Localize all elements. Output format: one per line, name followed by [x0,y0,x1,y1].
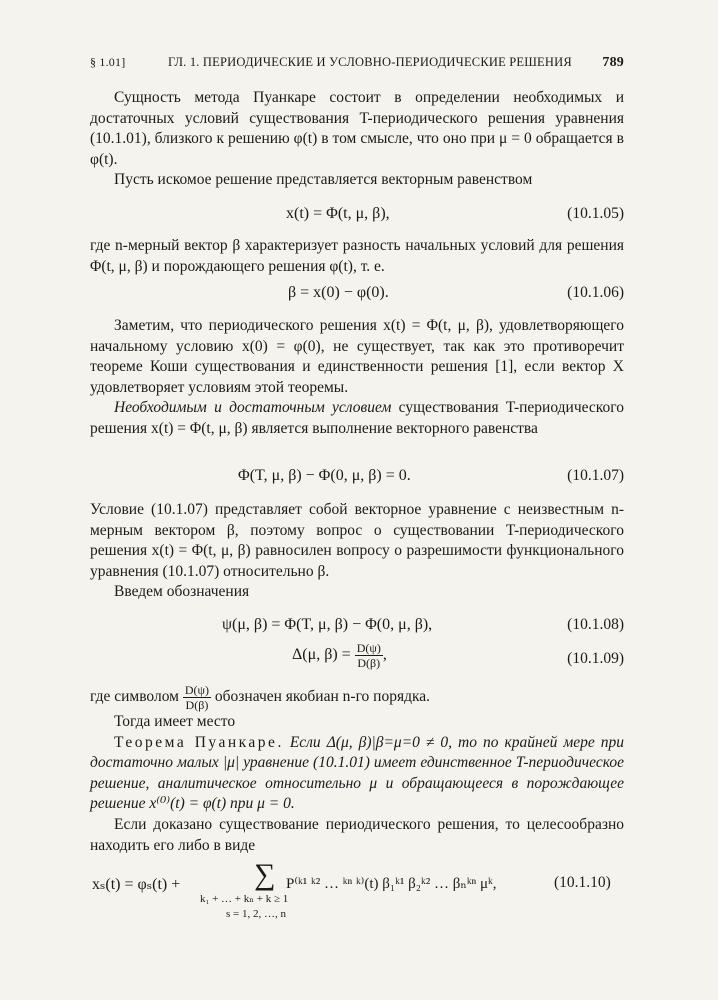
text-block-2 [90,236,624,277]
text-block-5 [90,682,624,856]
paragraph-7: Введем обозначения [114,583,250,601]
equation-number-10-1-08: (10.1.08) [567,616,624,633]
symbol-numerator: D(ψ) [184,682,210,697]
p8-post: обозначен якобиан n-го порядка. [214,688,431,705]
paragraph-3: где n-мерный вектор β характеризует разность начальных условий для решения Φ(t, μ, β) и порождающего решения φ(t), т. е. [90,237,624,275]
emphasis-condition: Необходимым и достаточным условием [114,399,392,417]
paragraph-5 [90,398,624,439]
theorem [90,733,624,815]
theorem-body: Если Δ(μ, β)|β=μ=0 ≠ 0, то по крайней мере при достаточно малых |μ| уравнение (10.1.01) имеет единственное T-периодическое решение, аналитическое относительно μ и обращающееся в порождающее решение x⁽⁰⁾(t) = φ(t) при μ = 0. [90,733,624,813]
theorem-label: Теорема Пуанкаре. [114,733,284,751]
paragraph-9: Тогда имеет место [114,713,236,730]
paragraph-4: Заметим, что периодического решения x(t) = Φ(t, μ, β), удовлетворяющего начальному условию x(0) = φ(0), не существует, так как это противоречит теореме Коши существования и единственности решения [1], если вектор X удовлетворяет условиям этой теоремы. [90,317,624,396]
equation-10-1-09 [292,641,387,670]
paragraph-5-rest: существования T-периодического решения x(t) = Φ(t, μ, β) является выполнение векторного равенства [90,399,624,437]
equation-10-1-06: β = x(0) − φ(0). [288,284,389,301]
eq6-lhs: xₛ(t) = φₛ(t) + [92,876,181,893]
page-number: 789 [602,55,624,70]
jacobian-fraction [355,641,383,670]
text-block-1 [90,88,624,191]
eq5-lhs: Δ(μ, β) = [292,646,351,664]
equation-10-1-05: x(t) = Φ(t, μ, β), [286,205,390,222]
paragraph-1: Сущность метода Пуанкаре состоит в определении необходимых и достаточных условий существования T-периодического решения уравнения (10.1.01), близкого к решению φ(t) в том смысле, что оно при μ = 0 обращается в φ(t). [90,89,624,168]
chapter-title: ГЛ. 1. ПЕРИОДИЧЕСКИЕ И УСЛОВНО-ПЕРИОДИЧЕСКИЕ РЕШЕНИЯ [168,55,572,69]
eq6-rhs: P⁽ᵏ¹ ᵏ² … ᵏⁿ ᵏ⁾(t) β₁ᵏ¹ β₂ᵏ² … βₙᵏⁿ μᵏ, [286,876,497,892]
symbol-denominator: D(β) [185,697,209,712]
summation-sign: ∑ [254,858,276,891]
text-block-3 [90,316,624,440]
equation-10-1-08: ψ(μ, β) = Φ(T, μ, β) − Φ(0, μ, β), [222,616,433,633]
fraction-numerator: D(ψ) [356,641,381,655]
paragraph-8 [90,682,624,712]
summation-subscript-1: k₁ + … + kₙ + k ≥ 1 [200,893,289,905]
equation-number-10-1-09: (10.1.09) [567,650,624,667]
equation-number-10-1-07: (10.1.07) [567,467,624,484]
p8-pre: где символом [90,688,179,705]
paragraph-10: Если доказано существование периодического решения, то целесообразно находить его либо в виде [90,815,624,854]
paragraph-6: Условие (10.1.07) представляет собой векторное уравнение с неизвестным n-мерным вектором β, поэтому вопрос о существовании T-периодического решения x(t) = Φ(t, μ, β) равносилен вопросу о разрешимости функционального уравнения (10.1.07) относительно β. [90,501,624,580]
eq5-tail: , [382,646,387,664]
equation-number-10-1-06: (10.1.06) [567,284,624,301]
equation-10-1-07: Φ(T, μ, β) − Φ(0, μ, β) = 0. [238,467,411,484]
section-ref: § 1.01] [90,55,126,69]
equation-number-10-1-05: (10.1.05) [567,205,624,222]
summation-subscript-2: s = 1, 2, …, n [226,908,286,920]
equation-number-10-1-10: (10.1.10) [554,874,611,891]
fraction-denominator: D(β) [357,656,381,670]
jacobian-symbol [183,683,211,712]
paragraph-2: Пусть искомое решение представляется векторным равенством [114,171,533,189]
text-block-4 [90,500,624,603]
